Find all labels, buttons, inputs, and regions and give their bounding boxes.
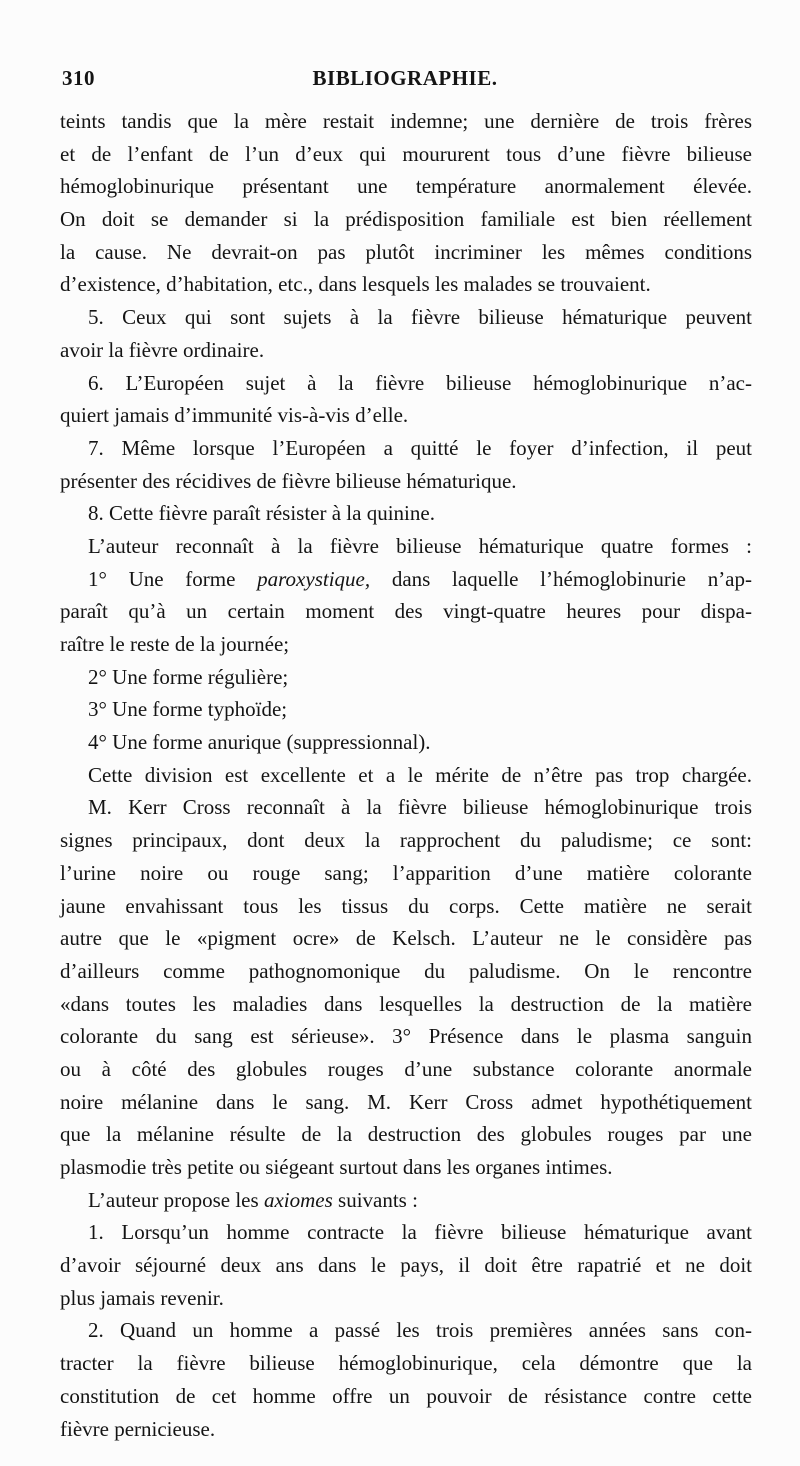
line-text: 6. L’Européen sujet à la fièvre bilieuse hémoglobinurique n’ac-: [88, 370, 752, 395]
text-line: [60, 170, 752, 203]
line-text: noire mélanine dans le sang. M. Kerr Cross admet hypothétiquement: [60, 1089, 752, 1114]
line-text: raître le reste de la journée;: [60, 632, 290, 656]
line-text: 3° Une forme typhoïde;: [88, 697, 288, 722]
line-text: jaune envahissant tous les tissus du corps. Cette matière ne serait: [60, 893, 752, 918]
line-text: 2° Une forme régulière;: [88, 664, 289, 689]
line-text: avoir la fièvre ordinaire.: [60, 337, 265, 362]
text-line: [60, 432, 752, 465]
line-text: l’urine noire ou rouge sang; l’apparition d’une matière colorante: [60, 860, 752, 885]
text-line: [60, 1347, 752, 1380]
line-text: la cause. Ne devrait-on pas plutôt incriminer les mêmes conditions: [60, 239, 752, 264]
line-text: paraît qu’à un certain moment des vingt-quatre heures pour dispa-: [60, 599, 752, 624]
line-text: 1. Lorsqu’un homme contracte la fièvre bilieuse hématurique avant: [88, 1220, 752, 1245]
page-header: [62, 66, 748, 100]
line-text: fièvre pernicieuse.: [60, 1416, 216, 1441]
line-text: signes principaux, dont deux la rapprochent du paludisme; ce sont:: [60, 828, 752, 853]
text-line: [60, 1184, 752, 1217]
text-line: [60, 236, 752, 269]
text-line: [60, 1086, 752, 1119]
text-line: [60, 367, 752, 400]
text-line: [60, 661, 752, 694]
line-text: quiert jamais d’immunité vis-à-vis d’elle.: [60, 403, 409, 428]
text-line: [60, 105, 752, 138]
line-text: 8. Cette fièvre paraît résister à la quinine.: [88, 501, 435, 526]
italic-term: paroxystique,: [257, 566, 371, 591]
line-text: 2. Quand un homme a passé les trois premières années sans con-: [88, 1318, 752, 1343]
line-text: ou à côté des globules rouges d’une substance colorante anormale: [60, 1056, 752, 1081]
line-text: L’auteur reconnaît à la fièvre bilieuse hématurique quatre formes :: [88, 533, 752, 558]
line-text: teints tandis que la mère restait indemne; une dernière de trois frères: [60, 109, 752, 133]
text-line: [60, 497, 752, 530]
text-line: [60, 988, 752, 1021]
line-text: Cette division est excellente et a le mérite de n’être pas trop chargée.: [88, 762, 752, 787]
text-line: [60, 791, 752, 824]
text-line: [60, 1216, 752, 1249]
text-line: [60, 138, 752, 171]
text-line: [60, 1118, 752, 1151]
line-text: plasmodie très petite ou siégeant surtout dans les organes intimes.: [60, 1155, 613, 1179]
line-text: M. Kerr Cross reconnaît à la fièvre bilieuse hémoglobinurique trois: [88, 795, 752, 820]
text-line: [60, 824, 752, 857]
line-text: colorante du sang est sérieuse». 3° Présence dans le plasma sanguin: [60, 1024, 752, 1049]
line-text: L’auteur propose les: [88, 1187, 264, 1212]
line-text: On doit se demander si la prédisposition familiale est bien réellement: [60, 207, 752, 232]
line-text: 5. Ceux qui sont sujets à la fièvre bilieuse hématurique peuvent: [88, 305, 752, 330]
text-line: [60, 1151, 752, 1184]
line-text-continuation: suivants :: [332, 1187, 418, 1212]
line-text: d’existence, d’habitation, etc., dans lesquels les malades se trouvaient.: [60, 272, 651, 297]
body-text: [60, 105, 752, 1445]
text-line: [60, 465, 752, 498]
text-line: [60, 563, 752, 596]
text-line: [60, 693, 752, 726]
line-text: que la mélanine résulte de la destruction des globules rouges par une: [60, 1122, 752, 1147]
text-line: [60, 399, 752, 432]
line-text: hémoglobinurique présentant une température anormalement élevée.: [60, 174, 752, 199]
text-line: [60, 759, 752, 792]
line-text: 4° Une forme anurique (suppressionnal).: [88, 730, 431, 755]
line-text: d’avoir séjourné deux ans dans le pays, il doit être rapatrié et ne doit: [60, 1253, 752, 1278]
line-text: d’ailleurs comme pathognomonique du paludisme. On le rencontre: [60, 958, 752, 983]
line-text: 1° Une forme: [88, 566, 258, 591]
italic-term: axiomes: [263, 1187, 333, 1212]
text-line: [60, 922, 752, 955]
line-text: et de l’enfant de l’un d’eux qui moururent tous d’une fièvre bilieuse: [60, 141, 752, 166]
text-line: [60, 530, 752, 563]
text-line: [60, 1249, 752, 1282]
text-line: [60, 1020, 752, 1053]
text-line: [60, 301, 752, 334]
line-text: 7. Même lorsque l’Européen a quitté le foyer d’infection, il peut: [88, 435, 752, 460]
text-line: [60, 334, 752, 367]
text-line: [60, 890, 752, 923]
text-line: [60, 595, 752, 628]
line-text: constitution de cet homme offre un pouvoir de résistance contre cette: [60, 1383, 752, 1408]
text-line: [60, 1314, 752, 1347]
text-line: [60, 203, 752, 236]
line-text: autre que le «pigment ocre» de Kelsch. L’auteur ne le considère pas: [60, 926, 752, 951]
text-line: [60, 628, 752, 661]
line-text: tracter la fièvre bilieuse hémoglobinurique, cela démontre que la: [60, 1351, 752, 1376]
line-text: «dans toutes les maladies dans lesquelles la destruction de la matière: [60, 991, 752, 1016]
text-line: [60, 726, 752, 759]
text-line: [60, 1380, 752, 1413]
page-number: 310: [62, 66, 95, 90]
line-text-continuation: dans laquelle l’hémoglobinurie n’ap-: [370, 566, 752, 591]
text-line: [60, 857, 752, 890]
text-line: [60, 1413, 752, 1446]
text-line: [60, 268, 752, 301]
text-line: [60, 1282, 752, 1315]
line-text: plus jamais revenir.: [60, 1285, 224, 1310]
running-title: BIBLIOGRAPHIE.: [312, 66, 498, 90]
line-text: présenter des récidives de fièvre bilieuse hématurique.: [60, 468, 517, 493]
text-line: [60, 1053, 752, 1086]
text-line: [60, 955, 752, 988]
